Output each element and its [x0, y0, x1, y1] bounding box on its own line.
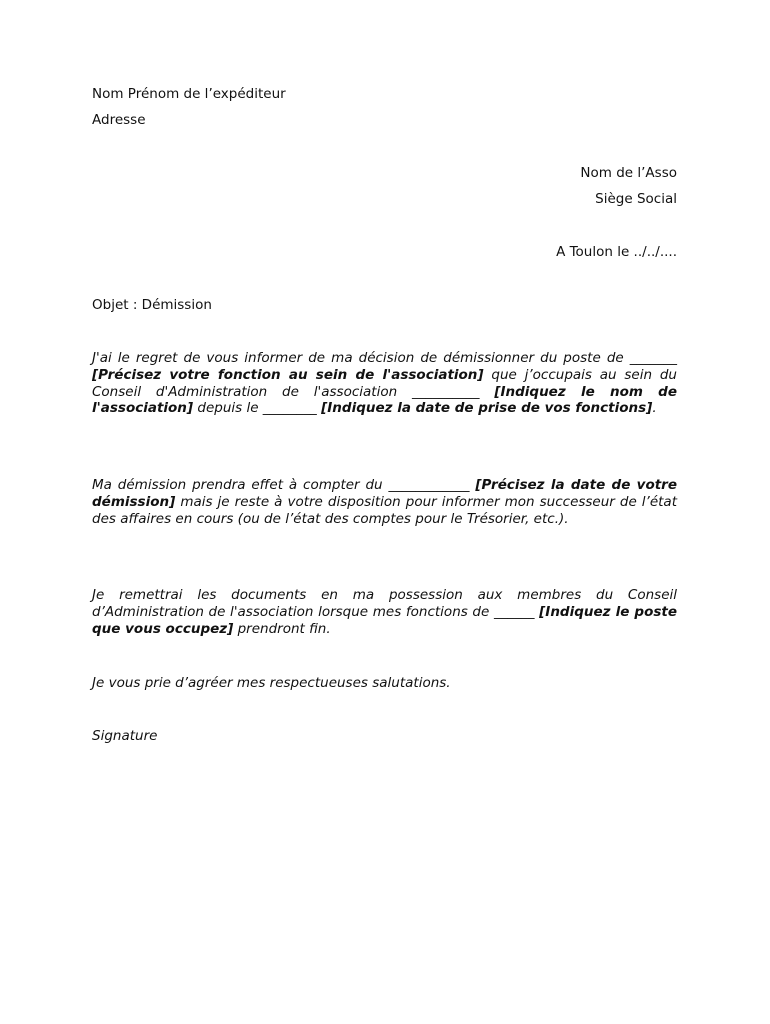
- recipient-name: Nom de l’Asso: [580, 165, 677, 181]
- closing-salutation: Je vous prie d’agréer mes respectueuses salutations.: [92, 675, 451, 691]
- p1-text-3: depuis le ________: [193, 400, 322, 417]
- signature-label: Signature: [92, 728, 158, 744]
- paragraph-documents: [92, 587, 677, 637]
- p1-text-2: que j’occupais au sein du Conseil d'Administration de l'association __________: [92, 366, 677, 400]
- p1-text-4: .: [652, 400, 657, 417]
- p1-placeholder-role: [Précisez votre fonction au sein de l'association]: [92, 366, 484, 383]
- p2-text-2: mais je reste à votre disposition pour informer mon successeur de l’état des affaires en cours (ou de l’état des comptes pour le Trésorier, etc.).: [92, 493, 677, 527]
- paragraph-position: [92, 350, 677, 417]
- recipient-office: Siège Social: [595, 191, 677, 207]
- p1-text-1: J'ai le regret de vous informer de ma décision de démissionner du poste de _______: [92, 350, 677, 366]
- paragraph-effective-date: [92, 477, 677, 527]
- sender-name: Nom Prénom de l’expéditeur: [92, 86, 286, 102]
- p1-placeholder-association: [Indiquez le nom de l'association]: [92, 383, 677, 417]
- p3-placeholder-post: [Indiquez le poste que vous occupez]: [92, 603, 677, 637]
- p2-placeholder-resignation-date: [Précisez la date de votre démission]: [92, 477, 677, 510]
- p3-text-2: prendront fin.: [233, 620, 331, 637]
- subject-line: Objet : Démission: [92, 297, 212, 313]
- sender-address: Adresse: [92, 112, 146, 128]
- p1-placeholder-start-date: [Indiquez la date de prise de vos fonctions]: [321, 400, 653, 417]
- place-date: A Toulon le ../../....: [556, 244, 677, 260]
- p2-text-1: Ma démission prendra effet à compter du ____________: [92, 477, 476, 493]
- p3-text-1: Je remettrai les documents en ma possession aux membres du Conseil d’Administration de l'association lorsque mes fonctions de ______: [92, 587, 677, 620]
